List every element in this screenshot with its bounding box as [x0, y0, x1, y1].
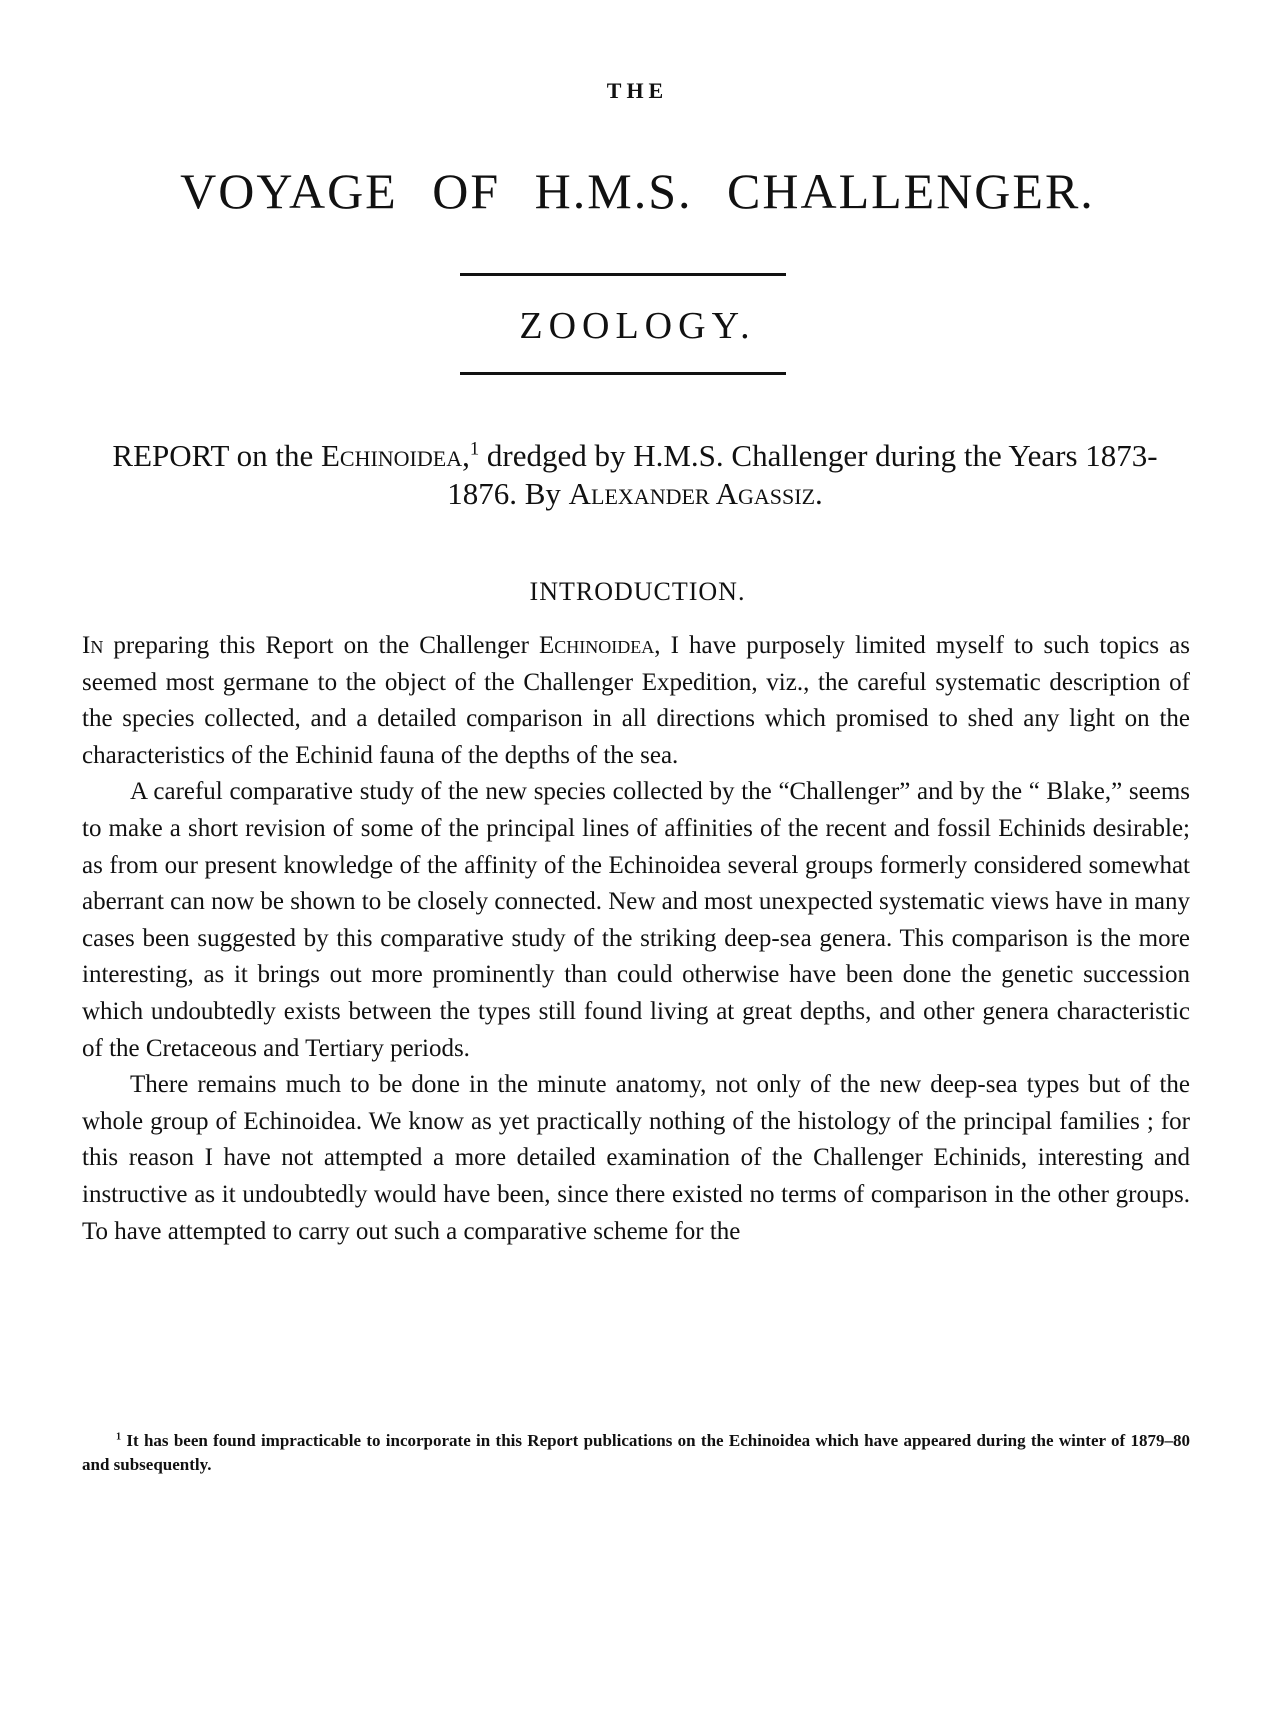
report-lead: REPORT	[112, 438, 229, 473]
report-text-2: dredged by H.M.S. Challenger during the Years 1873-1876. By	[447, 438, 1158, 511]
section-title: ZOOLOGY.	[519, 305, 756, 347]
report-subject: Echinoidea,	[320, 438, 470, 473]
paragraph-1-text-2: I have purposely limited myself to such topics as seemed most germane to the object of the Challenger Expedition, viz., the careful systematic description of the species collected, and a detailed comparison in all directions which promised to shed any light on the characteristics of the Echinid fauna of the depths of the sea.	[82, 632, 1191, 769]
paragraph-2: A careful comparative study of the new species collected by the “Challenger” and by the “ Blake,” seems to make a short revision of some of the principal lines of affinities of the recent and fossil Echinids desirable; as from our present knowledge of the affinity of the Echinoidea several groups formerly considered somewhat aberrant can now be shown to be closely connected. New and most unexpected systematic views have in many cases been suggested by this comparative study of the striking deep-sea genera. This comparison is the more interesting, as it brings out more prominently than could otherwise have been done the genetic succession which undoubtedly exists between the types still found living at great depths, and other genera characteristic of the Cretaceous and Tertiary periods.	[82, 778, 1190, 1062]
paragraph-3: There remains much to be done in the minute anatomy, not only of the new deep-sea types but of the whole group of Echinoidea. We know as yet practically nothing of the histology of the principal families ; for this reason I have not attempted a more detailed examination of the Challenger Echinids, interesting and instructive as it undoubtedly would have been, since there existed no terms of comparison in the other groups. To have attempted to carry out such a comparative scheme for the	[82, 1071, 1190, 1245]
paragraph-initial: In	[82, 632, 104, 659]
introduction-heading: INTRODUCTION.	[529, 577, 746, 606]
footnote-reference: 1	[469, 438, 480, 460]
paragraph-1-subject: Echinoidea,	[539, 632, 661, 659]
report-title	[80, 437, 1190, 513]
page-title: VOYAGE OF H.M.S. CHALLENGER.	[180, 163, 1095, 219]
paragraph-1	[82, 628, 1190, 774]
header-the: THE	[606, 78, 669, 103]
title-rule-top	[460, 273, 786, 276]
report-text-1: on the	[236, 438, 314, 473]
paragraph-1-text-1: preparing this Report on the Challenger	[113, 632, 529, 659]
footnote-text: It has been found impracticable to incorporate in this Report publications on the Echinoidea which have appeared during the winter of 1879–80 and subsequently.	[82, 1431, 1190, 1474]
title-rule-bottom	[460, 372, 786, 375]
footnote-mark: 1	[116, 1431, 122, 1443]
report-author: Alexander Agassiz.	[568, 476, 823, 511]
footnote	[82, 1429, 1190, 1477]
introduction-body	[82, 628, 1190, 1250]
